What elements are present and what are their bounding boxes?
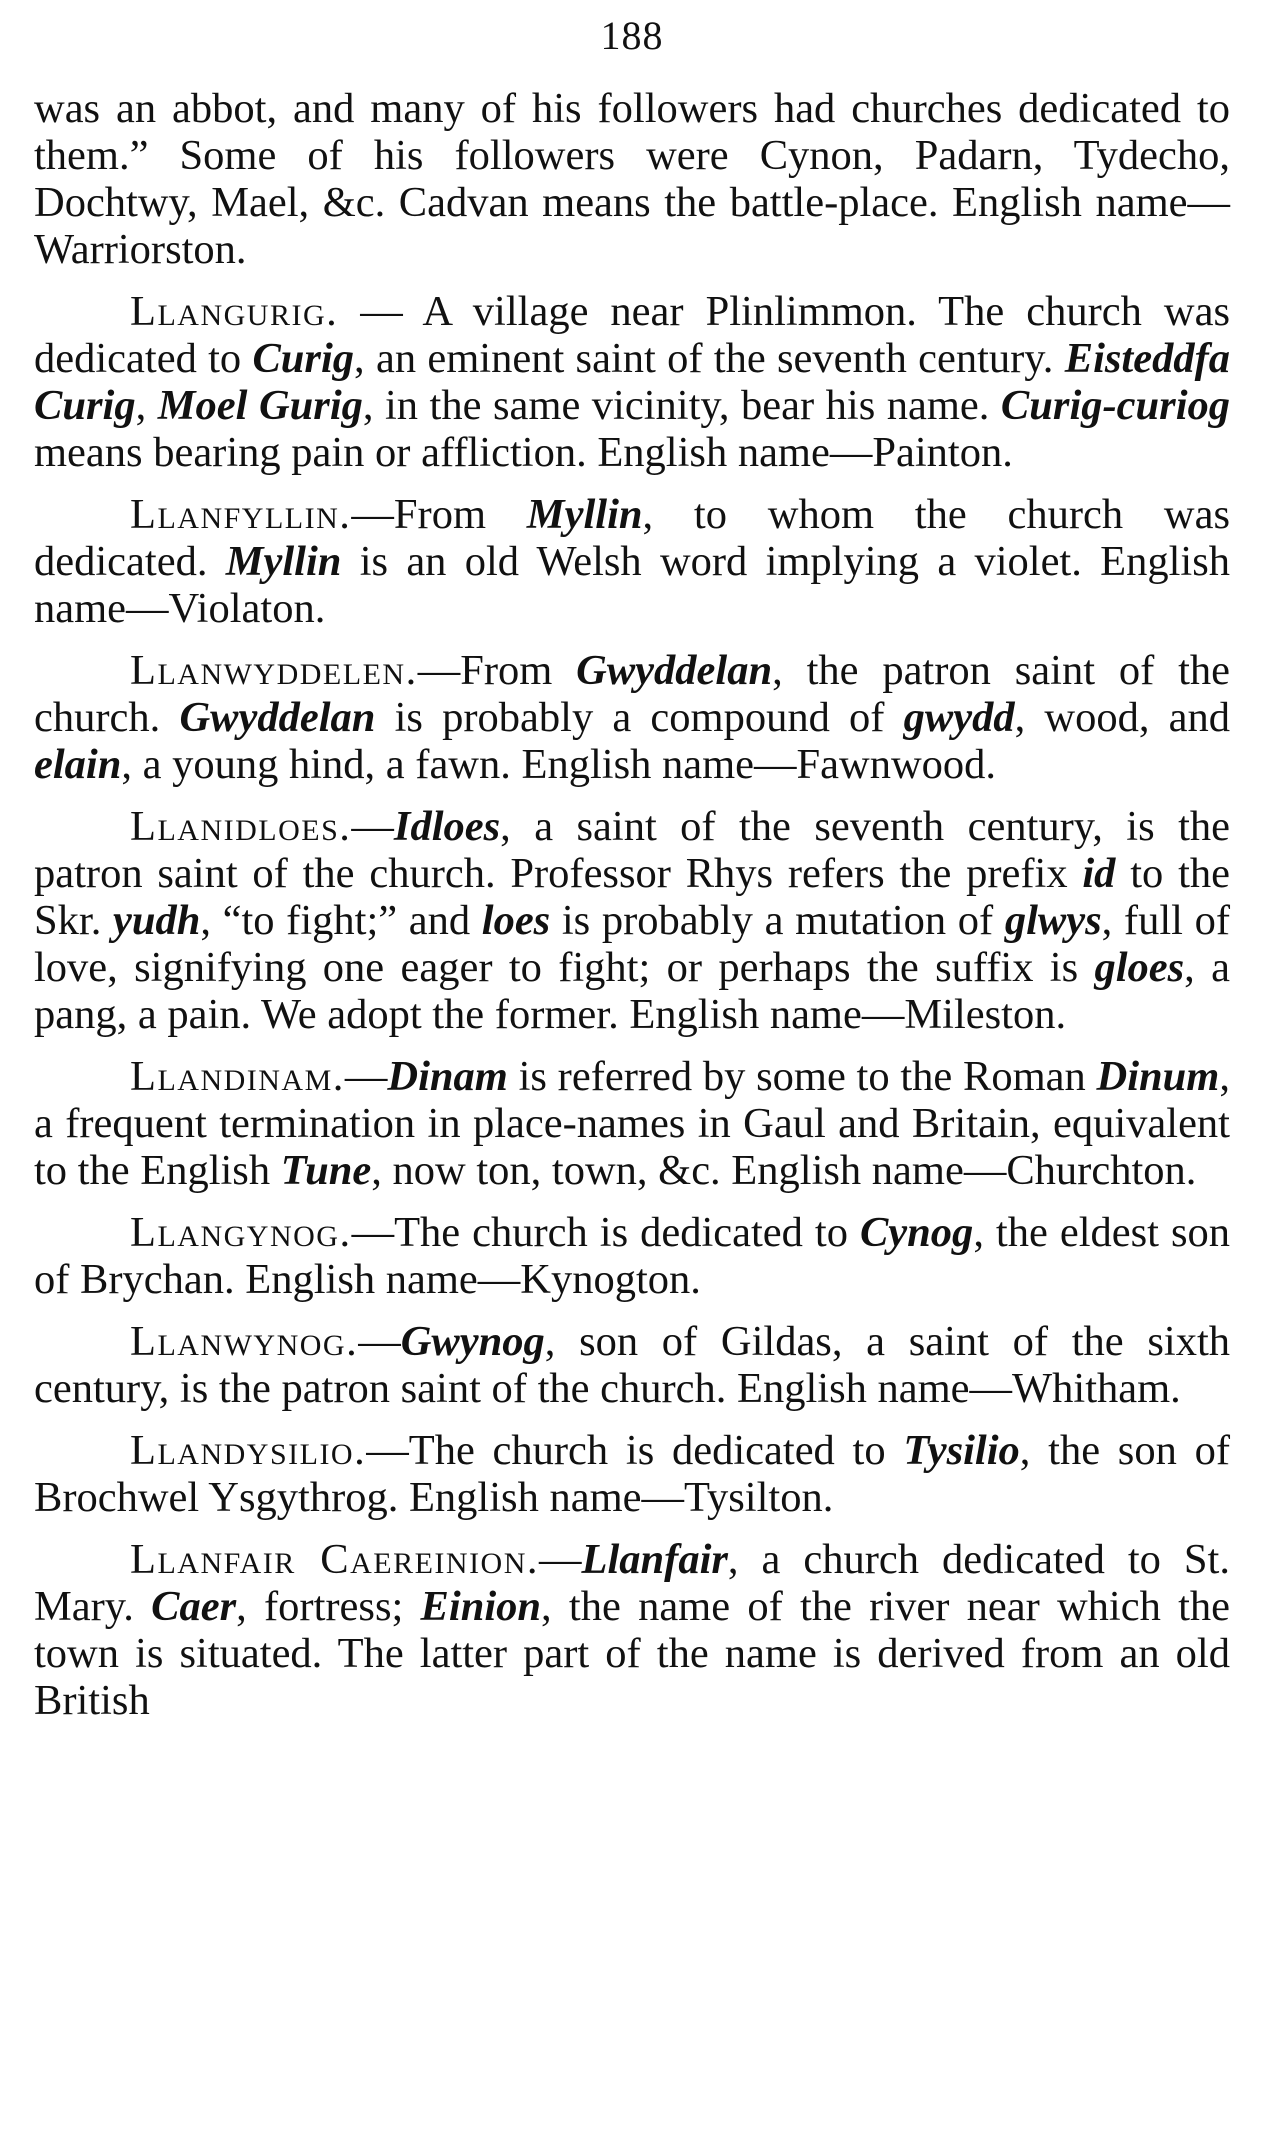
entry-heading: Llanfair Caereinion. [130,1536,540,1583]
entry-heading: Llandysilio. [130,1427,367,1474]
italic-term: Tune [280,1147,372,1194]
italic-term: Tysilio [903,1427,1020,1474]
text-run: was an abbot, and many of his followers had churches dedicated to them.” Some of his followers were Cynon, Padarn, Tydecho, Dochtwy, Mael, &c. Cadvan means the battle-place. English name—Warriorston. [34,85,1230,273]
text-run: , to whom the church was dedicated. [34,491,1230,585]
text-run: , a church dedicated to St. Mary. [34,1536,1230,1630]
italic-term: Curig [252,335,355,382]
body-text [34,85,1230,1724]
italic-term: Dinam [387,1053,508,1100]
text-run: — [344,1053,388,1100]
italic-term: Cynog [859,1209,974,1256]
italic-term: Moel Gurig [157,382,363,429]
text-run: —The church is dedicated to [366,1427,904,1474]
entry-heading: Llanfyllin. [130,491,352,538]
text-run: , full of love, signifying one eager to fight; or perhaps the suffix is [34,897,1230,991]
italic-term: Llanfair [581,1536,728,1583]
text-run: , now ton, town, &c. English name—Churchton. [371,1147,1197,1194]
italic-term: Curig-curiog [1000,382,1231,429]
text-run: is probably a compound of [375,694,904,741]
text-run: , a frequent termination in place-names in Gaul and Britain, equivalent to the English [34,1053,1230,1194]
paragraph-llangurig [34,288,1230,476]
paragraph-llanfyllin [34,491,1230,632]
text-run: , fortress; [236,1583,421,1630]
italic-term: Eisteddfa Curig [34,335,1230,429]
italic-term: Myllin [225,538,342,585]
text-run: , [135,382,158,429]
paragraph-llanfair-caereinion [34,1536,1230,1724]
text-run: — [351,803,394,850]
italic-term: loes [481,897,551,944]
page-number: 188 [600,13,664,58]
text-run: —The church is dedicated to [351,1209,860,1256]
text-run: —From [417,647,577,694]
book-page [34,0,1230,1739]
italic-term: Gwynog [400,1318,545,1365]
paragraph-llangynog [34,1209,1230,1303]
text-run: is an old Welsh word implying a violet. English name—Violaton. [34,538,1230,632]
text-run: , son of Gildas, a saint of the sixth century, is the patron saint of the church. English name—Whitham. [34,1318,1230,1412]
italic-term: id [1082,850,1116,897]
italic-term: gwydd [903,694,1015,741]
paragraph-llanwyddelen [34,647,1230,788]
paragraph-llanwynog [34,1318,1230,1412]
entry-heading: Llanwyddelen. [130,647,418,694]
italic-term: Idloes [393,803,501,850]
entry-heading: Llangurig. [130,288,339,335]
italic-term: Gwyddelan [179,694,376,741]
italic-term: Einion [420,1583,542,1630]
entry-heading: Llanwynog. [130,1318,359,1365]
text-run: , a pang, a pain. We adopt the former. English name—Mileston. [34,944,1230,1038]
text-run: —From [351,491,527,538]
italic-term: glwys [1004,897,1102,944]
text-run: means bearing pain or affliction. English name—Painton. [34,429,1013,476]
text-run: , in the same vicinity, bear his name. [362,382,1001,429]
text-run: is probably a mutation of [550,897,1005,944]
text-run: , the name of the river near which the town is situated. The latter part of the name is derived from an old British [34,1583,1230,1724]
text-run: — [358,1318,401,1365]
text-run: , a saint of the seventh century, is the patron saint of the church. Professor Rhys refers the prefix [34,803,1230,897]
italic-term: gloes [1094,944,1185,991]
italic-term: Gwyddelan [576,647,773,694]
text-run: , an eminent saint of the seventh century. [354,335,1065,382]
text-run: , the patron saint of the church. [34,647,1230,741]
italic-term: Caer [151,1583,237,1630]
text-run: — [539,1536,582,1583]
text-run: , the son of Brochwel Ysgythrog. English name—Tysilton. [34,1427,1230,1521]
entry-heading: Llanidloes. [130,803,352,850]
italic-term: yudh [112,897,201,944]
italic-term: Myllin [526,491,643,538]
text-run: is referred by some to the Roman [507,1053,1097,1100]
paragraph-cadvan-continued [34,85,1230,273]
text-run: , wood, and [1014,694,1230,741]
text-run: to the Skr. [34,850,1230,944]
text-run: — A village near Plinlimmon. The church was dedicated to [34,288,1230,382]
paragraph-llandysilio [34,1427,1230,1521]
entry-heading: Llangynog. [130,1209,352,1256]
entry-heading: Llandinam. [130,1053,345,1100]
text-run: , a young hind, a fawn. English name—Fawnwood. [121,741,997,788]
italic-term: Dinum [1096,1053,1220,1100]
paragraph-llanidloes [34,803,1230,1038]
paragraph-llandinam [34,1053,1230,1194]
text-run: , the eldest son of Brychan. English name—Kynogton. [34,1209,1230,1303]
italic-term: elain [34,741,122,788]
text-run: , “to fight;” and [200,897,482,944]
